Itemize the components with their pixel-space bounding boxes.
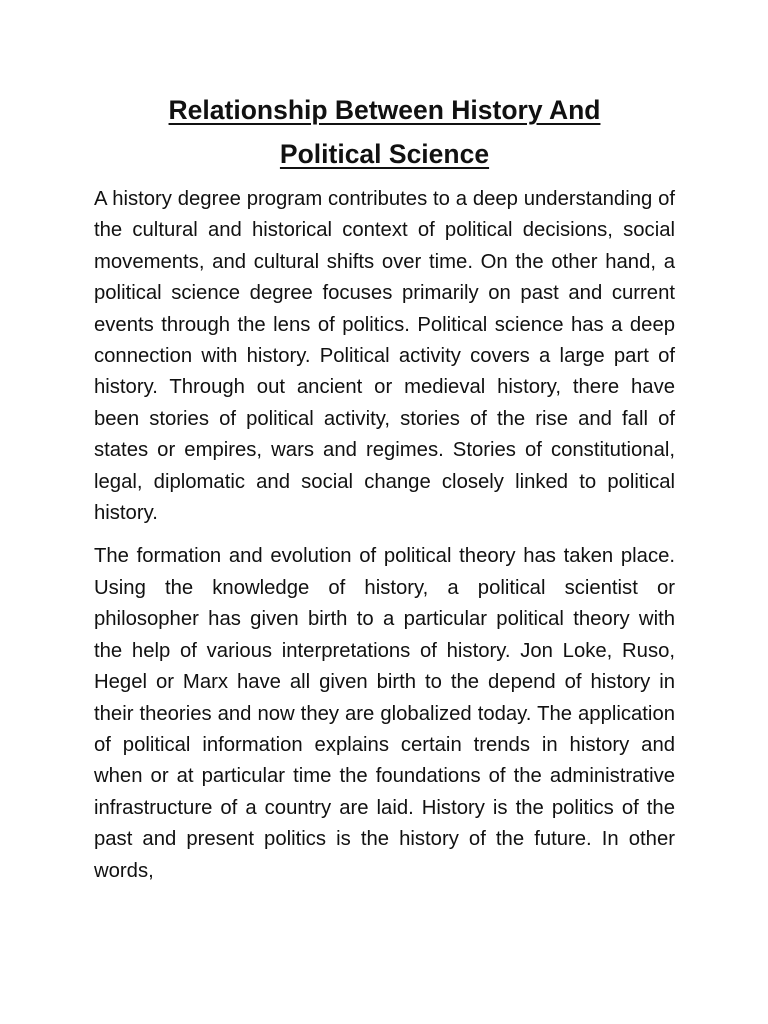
paragraph-2: The formation and evolution of political theory has taken place. Using the knowledge of history, a political scientist or philosopher has given birth to a particular political theory with the help of various interpretations of history. Jon Loke, Ruso, Hegel or Marx have all given birth to the depend of history in their theories and now they are globalized today. The application of political information explains certain trends in history and when or at particular time the foundations of the administrative infrastructure of a country are laid. History is the politics of the past and present politics is the history of the future. In other words, [94,545,675,882]
title-line-2: Political Science [279,139,490,169]
title-line-1: Relationship Between History And [168,95,601,125]
paragraph-1: A history degree program contributes to a deep understanding of the cultural and historical context of political decisions, social movements, and cultural shifts over time. On the other hand, a political science degree focuses primarily on past and current events through the lens of politics. Political science has a deep connection with history. Political activity covers a large part of history. Through out ancient or medieval history, there have been stories of political activity, stories of the rise and fall of states or empires, wars and regimes. Stories of constitutional, legal, diplomatic and social change closely linked to political history. [94,188,675,525]
document-page [94,88,675,899]
document-title [94,88,675,176]
